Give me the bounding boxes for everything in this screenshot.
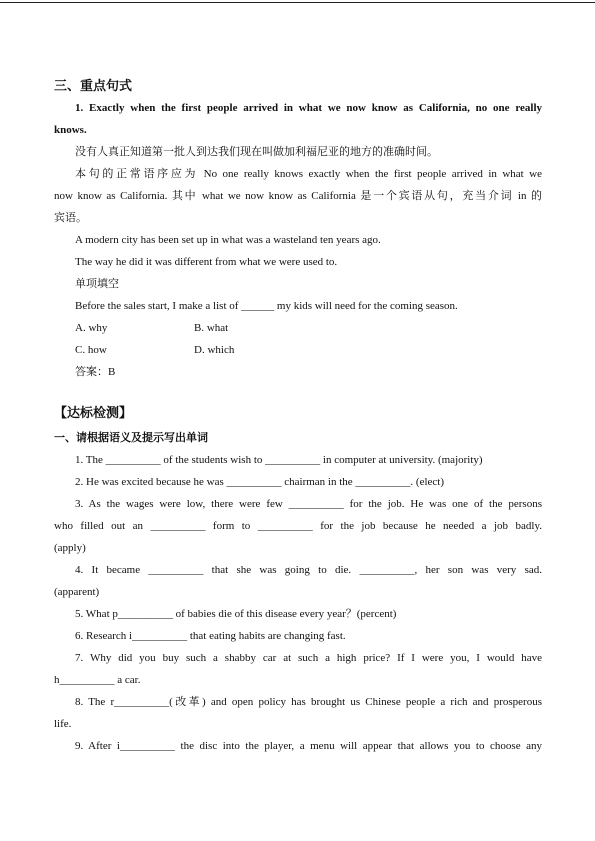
check-sub-heading: 一、请根据语义及提示写出单词 bbox=[54, 432, 208, 444]
question-3-line-2: who filled out an __________ form to __________ for the job because he needed a job badly. bbox=[54, 520, 542, 532]
option-c: C. how bbox=[75, 344, 107, 356]
option-d: D. which bbox=[194, 344, 235, 356]
option-b: B. what bbox=[194, 322, 229, 334]
question-3-line-1: 3. As the wages were low, there were few __________ for the job. He was one of the persons bbox=[75, 498, 542, 510]
example-sentence-1: A modern city has been set up in what was a wasteland ten years ago. bbox=[75, 234, 381, 246]
example-sentence-2: The way he did it was different from what we were used to. bbox=[75, 256, 338, 268]
translation: 没有人真正知道第一批人到达我们现在叫做加利福尼亚的地方的准确时间。 bbox=[75, 146, 438, 158]
question-5: 5. What p__________ of babies die of this disease every year？(percent) bbox=[75, 608, 397, 620]
section-heading: 三、重点句式 bbox=[54, 78, 133, 93]
explanation-line-2: now know as California. 其中 what we now know as California 是一个宾语从句，充当介词 in 的 bbox=[54, 190, 542, 202]
explanation-line-3: 宾语。 bbox=[54, 212, 87, 224]
exercise-label: 单项填空 bbox=[75, 278, 119, 290]
question-4-line-2: (apparent) bbox=[54, 586, 100, 598]
question-4-line-1: 4. It became __________ that she was going to die. __________, her son was very sad. bbox=[75, 564, 542, 576]
exercise-question: Before the sales start, I make a list of ______ my kids will need for the coming season. bbox=[75, 300, 458, 312]
question-1: 1. The __________ of the students wish to __________ in computer at university. (majority) bbox=[75, 454, 483, 466]
key-sentence-line-1: 1. Exactly when the first people arrived in what we now know as California, no one really bbox=[75, 102, 542, 114]
key-sentence-line-2: knows. bbox=[54, 124, 87, 136]
question-3-line-3: (apply) bbox=[54, 542, 86, 554]
question-6: 6. Research i__________ that eating habits are changing fast. bbox=[75, 630, 346, 642]
explanation-line-1: 本句的正常语序应为 No one really knows exactly when the first people arrived in what we bbox=[75, 168, 542, 180]
check-heading: 【达标检测】 bbox=[54, 405, 133, 420]
answer: 答案：B bbox=[75, 366, 116, 378]
option-a: A. why bbox=[75, 322, 108, 334]
question-8-line-1: 8. The r__________(改革) and open policy has brought us Chinese people a rich and prosperous bbox=[75, 696, 542, 708]
question-2: 2. He was excited because he was __________ chairman in the __________. (elect) bbox=[75, 476, 444, 488]
question-7-line-1: 7. Why did you buy such a shabby car at such a high price? If I were you, I would have bbox=[75, 652, 542, 664]
question-8-line-2: life. bbox=[54, 718, 72, 730]
question-7-line-2: h__________ a car. bbox=[54, 674, 141, 686]
question-9-line-1: 9. After i__________ the disc into the player, a menu will appear that allows you to choose any bbox=[75, 740, 542, 752]
